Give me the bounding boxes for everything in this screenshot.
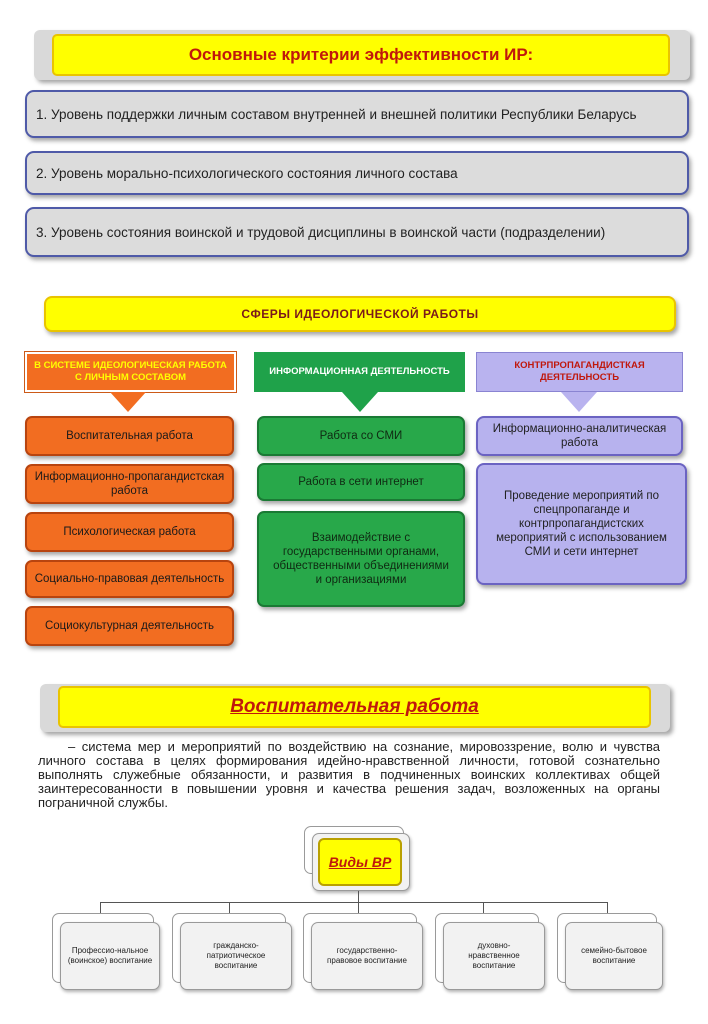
sphere-item: Психологическая работа xyxy=(25,512,234,552)
types-title: Виды ВР xyxy=(318,838,402,886)
connector-line xyxy=(100,902,608,903)
sphere-item: Социокультурная деятельность xyxy=(25,606,234,646)
sphere-item: Информационно-пропагандистская работа xyxy=(25,464,234,504)
criterion-2: 2. Уровень морально-психологического состояния личного состава xyxy=(25,151,689,195)
arrow-down-green-icon xyxy=(342,392,378,412)
type-item: семейно-бытовое воспитание xyxy=(565,922,663,990)
type-item: духовно-нравственное воспитание xyxy=(443,922,545,990)
sphere-item: Работа со СМИ xyxy=(257,416,465,456)
type-item: Профессио-нальное (воинское) воспитание xyxy=(60,922,160,990)
vr-definition: – система мер и мероприятий по воздействию на сознание, мировоззрение, волю и чувства личного состава в целях формирования идейно-нравственной личности, готовой сознательно выполнять служебные обязанности, и развития в подчиненных воинских коллективах общей заинтересованности в повышении уровня и качества решения задач, возложенных на органы пограничной службы. xyxy=(38,739,660,810)
arrow-down-lavender-icon xyxy=(561,392,597,412)
type-item: гражданско-патриотическое воспитание xyxy=(180,922,292,990)
sphere-item: Социально-правовая деятельность xyxy=(25,560,234,598)
spheres-title: СФЕРЫ ИДЕОЛОГИЧЕСКОЙ РАБОТЫ xyxy=(44,296,676,332)
column-header-counterpropaganda: КОНТРПРОПАГАНДИСТКАЯ ДЕЯТЕЛЬНОСТЬ xyxy=(476,352,683,392)
sphere-item: Воспитательная работа xyxy=(25,416,234,456)
sphere-item: Работа в сети интернет xyxy=(257,463,465,501)
sphere-item: Информационно-аналитическая работа xyxy=(476,416,683,456)
arrow-down-orange-icon xyxy=(110,392,146,412)
type-item: государственно-правовое воспитание xyxy=(311,922,423,990)
vr-title: Воспитательная работа xyxy=(58,686,651,728)
criterion-3: 3. Уровень состояния воинской и трудовой дисциплины в воинской части (подразделении) xyxy=(25,207,689,257)
column-header-personnel: В СИСТЕМЕ ИДЕОЛОГИЧЕСКАЯ РАБОТА С ЛИЧНЫМ СОСТАВОМ xyxy=(25,352,236,392)
page-title: Основные критерии эффективности ИР: xyxy=(52,34,670,76)
column-header-information: ИНФОРМАЦИОННАЯ ДЕЯТЕЛЬНОСТЬ xyxy=(254,352,465,392)
sphere-item: Проведение мероприятий по спецпропаганде и контрпропагандистских мероприятий с использованием СМИ и сети интернет xyxy=(476,463,687,585)
criterion-1: 1. Уровень поддержки личным составом внутренней и внешней политики Республики Беларусь xyxy=(25,90,689,138)
sphere-item: Взаимодействие с государственными органами, общественными объединениями и организациями xyxy=(257,511,465,607)
